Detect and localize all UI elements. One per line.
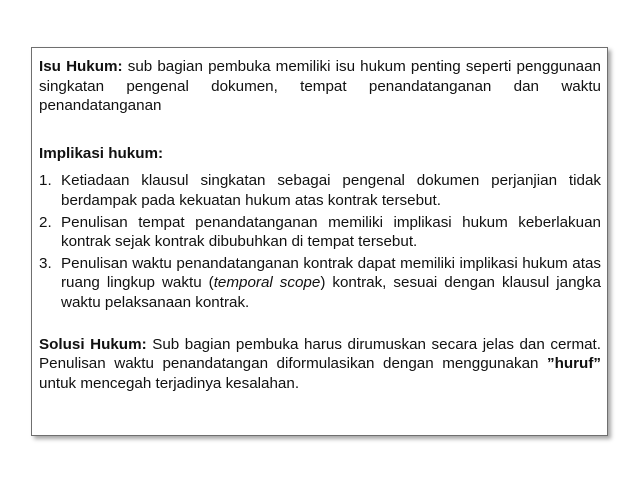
list-item-text [61,255,601,311]
list-item-number: 1. [39,172,52,190]
list-item-text-italic: temporal scope [213,274,321,292]
list-item-text: Penulisan tempat penandatanganan memiliki implikasi hukum keberlakuan kontrak sejak kontrak dibubuhkan di tempat tersebut. [61,213,601,251]
list-item [39,254,601,313]
list-item-text-after: ) kontrak, sesuai dengan klausul jangka waktu pelaksanaan kontrak. [61,274,601,311]
implikasi-list [39,171,601,312]
solusi-hukum-text-after: untuk mencegah terjadinya kesalahan. [39,374,300,392]
solusi-hukum-paragraph [39,335,601,394]
content-box [31,47,608,436]
list-item [39,171,601,210]
isu-hukum-text: sub bagian pembuka memiliki isu hukum penting seperti penggunaan singkatan pengenal dokumen, tempat penandatanganan dan waktu penandatanganan [39,58,602,115]
implikasi-heading: Implikasi hukum: [39,144,164,162]
list-item-number: 2. [39,213,52,231]
list-item-text: Ketiadaan klausul singkatan sebagai pengenal dokumen perjanjian tidak berdampak pada kekuatan hukum atas kontrak tersebut. [61,172,601,209]
solusi-hukum-text-bold: ”huruf” [547,355,601,373]
isu-hukum-paragraph [39,57,601,116]
solusi-hukum-label: Solusi Hukum: [39,335,147,353]
list-item-text-before: Penulisan waktu penandatanganan kontrak dapat memiliki implikasi hukum atas ruang lingkup waktu ( [61,254,601,292]
list-item-number: 3. [39,254,52,272]
solusi-hukum-text-before: Sub bagian pembuka harus dirumuskan secara jelas dan cermat. Penulisan waktu penandatangan diformulasikan dengan menggunakan [39,335,601,373]
list-item [39,213,601,252]
isu-hukum-label: Isu Hukum: [39,58,123,75]
